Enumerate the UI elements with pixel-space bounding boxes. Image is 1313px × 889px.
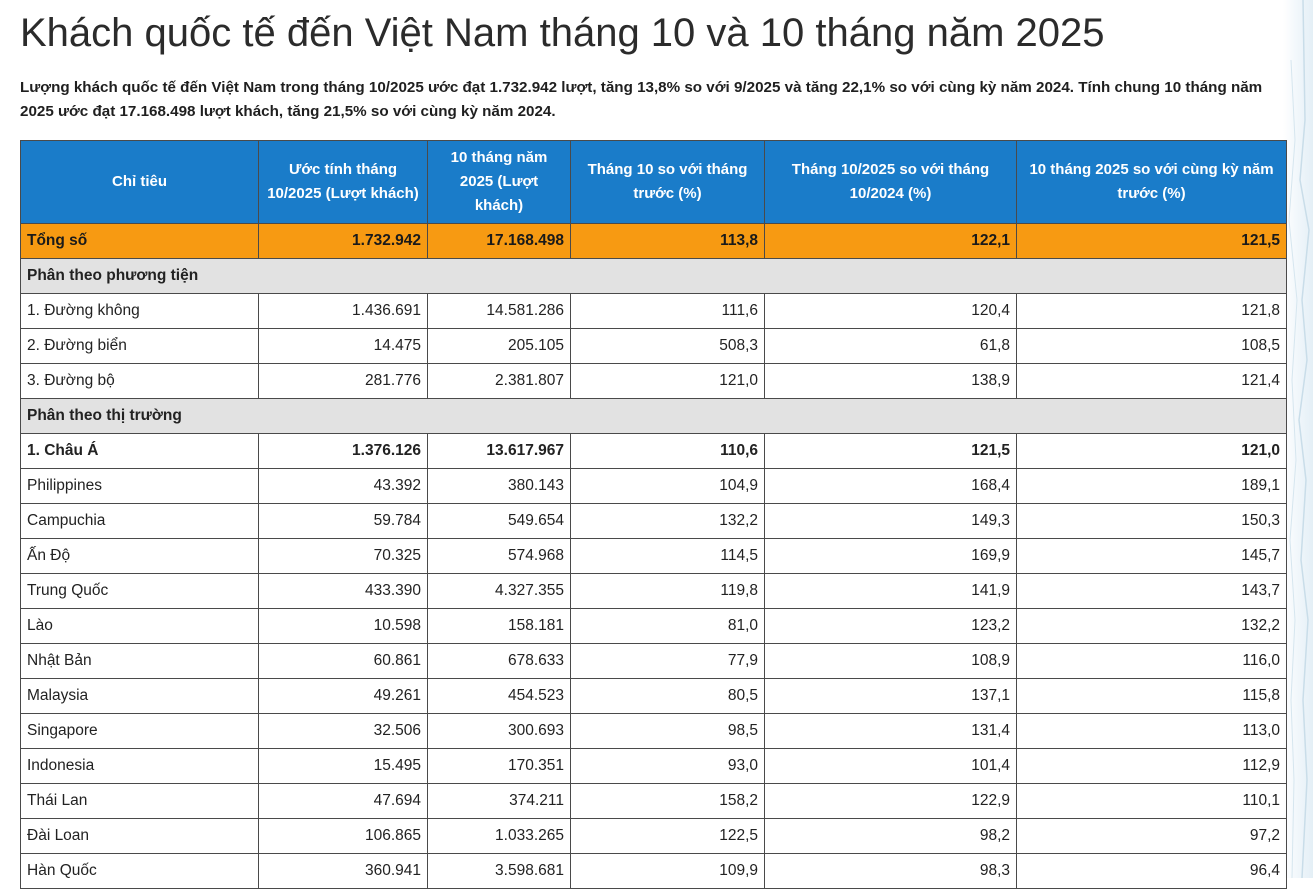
cell-vs-same-period: 108,5 — [1017, 329, 1287, 364]
cell-estimate: 60.861 — [259, 644, 428, 679]
cell-vs-same-period: 189,1 — [1017, 469, 1287, 504]
cell-vs-same-period: 121,4 — [1017, 364, 1287, 399]
row-label: Tổng số — [21, 224, 259, 259]
cell-estimate: 49.261 — [259, 679, 428, 714]
cell-vs-same-period: 110,1 — [1017, 784, 1287, 819]
cell-estimate: 433.390 — [259, 574, 428, 609]
row-label: Đài Loan — [21, 819, 259, 854]
cell-vs-prev-month: 77,9 — [571, 644, 765, 679]
row-label: Singapore — [21, 714, 259, 749]
cell-vs-same-month: 61,8 — [765, 329, 1017, 364]
cell-10-months: 300.693 — [428, 714, 571, 749]
cell-vs-same-month: 108,9 — [765, 644, 1017, 679]
table-row — [21, 819, 1287, 854]
cell-estimate: 43.392 — [259, 469, 428, 504]
table-row — [21, 539, 1287, 574]
cell-10-months: 678.633 — [428, 644, 571, 679]
cell-vs-same-month: 123,2 — [765, 609, 1017, 644]
cell-vs-same-month: 98,3 — [765, 854, 1017, 889]
cell-10-months: 1.033.265 — [428, 819, 571, 854]
cell-vs-same-month: 141,9 — [765, 574, 1017, 609]
header-indicator: Chỉ tiêu — [21, 141, 259, 224]
cell-vs-same-period: 116,0 — [1017, 644, 1287, 679]
cell-10-months: 380.143 — [428, 469, 571, 504]
table-row — [21, 784, 1287, 819]
row-label: Ấn Độ — [21, 539, 259, 574]
cell-vs-same-period: 121,5 — [1017, 224, 1287, 259]
cell-10-months: 3.598.681 — [428, 854, 571, 889]
cell-vs-same-month: 121,5 — [765, 434, 1017, 469]
cell-vs-prev-month: 109,9 — [571, 854, 765, 889]
table-row-asia — [21, 434, 1287, 469]
cell-vs-same-month: 120,4 — [765, 294, 1017, 329]
cell-vs-prev-month: 508,3 — [571, 329, 765, 364]
cell-vs-same-period: 143,7 — [1017, 574, 1287, 609]
row-label: Thái Lan — [21, 784, 259, 819]
section-row-transport — [21, 259, 1287, 294]
cell-vs-prev-month: 110,6 — [571, 434, 765, 469]
table-row — [21, 574, 1287, 609]
row-label: Malaysia — [21, 679, 259, 714]
cell-10-months: 13.617.967 — [428, 434, 571, 469]
row-label: Philippines — [21, 469, 259, 504]
cell-vs-prev-month: 93,0 — [571, 749, 765, 784]
cell-estimate: 1.436.691 — [259, 294, 428, 329]
row-label: Trung Quốc — [21, 574, 259, 609]
table-body — [21, 224, 1287, 889]
table-header-row — [21, 141, 1287, 224]
header-oct-vs-prev-month: Tháng 10 so với tháng trước (%) — [571, 141, 765, 224]
cell-vs-same-month: 149,3 — [765, 504, 1017, 539]
cell-vs-same-period: 121,8 — [1017, 294, 1287, 329]
cell-vs-same-period: 145,7 — [1017, 539, 1287, 574]
cell-estimate: 106.865 — [259, 819, 428, 854]
cell-10-months: 4.327.355 — [428, 574, 571, 609]
cell-10-months: 17.168.498 — [428, 224, 571, 259]
background-wave-graphic — [1283, 0, 1313, 878]
cell-estimate: 360.941 — [259, 854, 428, 889]
cell-10-months: 454.523 — [428, 679, 571, 714]
cell-vs-same-month: 122,1 — [765, 224, 1017, 259]
cell-10-months: 158.181 — [428, 609, 571, 644]
cell-10-months: 170.351 — [428, 749, 571, 784]
cell-vs-prev-month: 122,5 — [571, 819, 765, 854]
cell-vs-prev-month: 132,2 — [571, 504, 765, 539]
cell-vs-same-month: 138,9 — [765, 364, 1017, 399]
cell-vs-same-month: 168,4 — [765, 469, 1017, 504]
header-10-months-2025: 10 tháng năm 2025 (Lượt khách) — [428, 141, 571, 224]
table-row — [21, 469, 1287, 504]
cell-estimate: 47.694 — [259, 784, 428, 819]
row-label: Nhật Bản — [21, 644, 259, 679]
cell-estimate: 281.776 — [259, 364, 428, 399]
cell-10-months: 549.654 — [428, 504, 571, 539]
cell-vs-same-period: 113,0 — [1017, 714, 1287, 749]
cell-vs-prev-month: 104,9 — [571, 469, 765, 504]
cell-vs-same-month: 122,9 — [765, 784, 1017, 819]
row-label: 1. Châu Á — [21, 434, 259, 469]
row-label: Lào — [21, 609, 259, 644]
cell-estimate: 10.598 — [259, 609, 428, 644]
row-label: 3. Đường bộ — [21, 364, 259, 399]
page-title: Khách quốc tế đến Việt Nam tháng 10 và 10 tháng năm 2025 — [20, 11, 1105, 55]
cell-estimate: 59.784 — [259, 504, 428, 539]
header-10-months-vs-last-year: 10 tháng 2025 so với cùng kỳ năm trước (%) — [1017, 141, 1287, 224]
table-row-total — [21, 224, 1287, 259]
section-label: Phân theo phương tiện — [21, 259, 1287, 294]
cell-vs-same-period: 96,4 — [1017, 854, 1287, 889]
cell-estimate: 32.506 — [259, 714, 428, 749]
table-row — [21, 854, 1287, 889]
cell-vs-same-period: 121,0 — [1017, 434, 1287, 469]
table-row — [21, 504, 1287, 539]
cell-vs-prev-month: 80,5 — [571, 679, 765, 714]
cell-10-months: 574.968 — [428, 539, 571, 574]
cell-vs-same-month: 169,9 — [765, 539, 1017, 574]
cell-10-months: 205.105 — [428, 329, 571, 364]
table-row — [21, 609, 1287, 644]
cell-vs-same-period: 112,9 — [1017, 749, 1287, 784]
table-row — [21, 364, 1287, 399]
table-row — [21, 294, 1287, 329]
cell-estimate: 70.325 — [259, 539, 428, 574]
cell-vs-prev-month: 121,0 — [571, 364, 765, 399]
cell-vs-same-month: 137,1 — [765, 679, 1017, 714]
row-label: 1. Đường không — [21, 294, 259, 329]
background-decoration — [1283, 0, 1313, 878]
cell-estimate: 1.376.126 — [259, 434, 428, 469]
cell-10-months: 2.381.807 — [428, 364, 571, 399]
cell-10-months: 14.581.286 — [428, 294, 571, 329]
summary-paragraph: Lượng khách quốc tế đến Việt Nam trong tháng 10/2025 ước đạt 1.732.942 lượt, tăng 13,8% so với 9/2025 và tăng 22,1% so với cùng kỳ năm 2024. Tính chung 10 tháng năm 2025 ước đạt 17.168.498 lượt khách, tăng 21,5% so với cùng kỳ năm 2024. — [20, 79, 1263, 120]
row-label: Hàn Quốc — [21, 854, 259, 889]
cell-vs-same-month: 131,4 — [765, 714, 1017, 749]
section-label: Phân theo thị trường — [21, 399, 1287, 434]
cell-vs-prev-month: 98,5 — [571, 714, 765, 749]
cell-vs-prev-month: 114,5 — [571, 539, 765, 574]
cell-estimate: 14.475 — [259, 329, 428, 364]
cell-vs-prev-month: 158,2 — [571, 784, 765, 819]
cell-estimate: 15.495 — [259, 749, 428, 784]
cell-vs-same-period: 115,8 — [1017, 679, 1287, 714]
table-row — [21, 749, 1287, 784]
table-row — [21, 644, 1287, 679]
cell-vs-same-period: 97,2 — [1017, 819, 1287, 854]
cell-vs-same-month: 98,2 — [765, 819, 1017, 854]
header-estimate-oct-2025: Ước tính tháng 10/2025 (Lượt khách) — [259, 141, 428, 224]
cell-vs-same-period: 132,2 — [1017, 609, 1287, 644]
row-label: Campuchia — [21, 504, 259, 539]
row-label: Indonesia — [21, 749, 259, 784]
table-row — [21, 679, 1287, 714]
row-label: 2. Đường biển — [21, 329, 259, 364]
table-row — [21, 714, 1287, 749]
cell-vs-prev-month: 111,6 — [571, 294, 765, 329]
cell-vs-same-period: 150,3 — [1017, 504, 1287, 539]
cell-vs-prev-month: 119,8 — [571, 574, 765, 609]
section-row-market — [21, 399, 1287, 434]
cell-vs-prev-month: 113,8 — [571, 224, 765, 259]
cell-10-months: 374.211 — [428, 784, 571, 819]
cell-vs-same-month: 101,4 — [765, 749, 1017, 784]
cell-vs-prev-month: 81,0 — [571, 609, 765, 644]
visitor-statistics-table — [20, 140, 1287, 889]
cell-estimate: 1.732.942 — [259, 224, 428, 259]
table-row — [21, 329, 1287, 364]
header-oct-2025-vs-oct-2024: Tháng 10/2025 so với tháng 10/2024 (%) — [765, 141, 1017, 224]
